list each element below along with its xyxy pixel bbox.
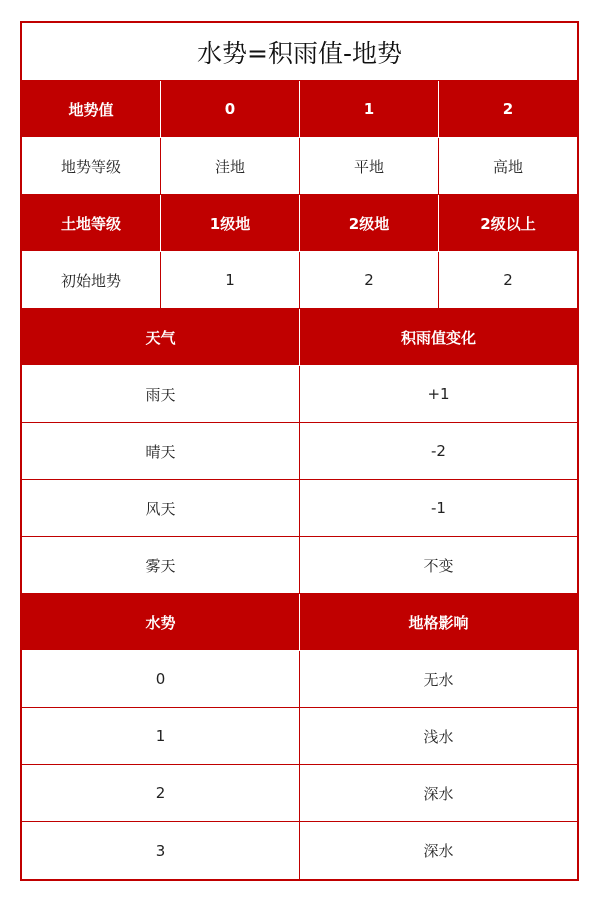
rain-change-cell: +1 bbox=[427, 385, 450, 403]
tile-effect-cell: 深水 bbox=[423, 842, 454, 860]
initial-terrain-1: 1 bbox=[161, 252, 300, 308]
terrain-grade-flat: 平地 bbox=[300, 138, 439, 194]
rain-change-cell: -2 bbox=[431, 442, 446, 460]
table-row bbox=[22, 537, 577, 594]
terrain-grade-row bbox=[22, 138, 577, 195]
terrain-value-2: 2 bbox=[502, 100, 514, 118]
weather-cell: 雾天 bbox=[22, 537, 300, 593]
table-row bbox=[22, 822, 577, 879]
weather-header: 天气 bbox=[22, 309, 300, 365]
initial-terrain-label: 初始地势 bbox=[22, 252, 161, 308]
land-grade-1: 1级地 bbox=[161, 195, 300, 251]
table-row bbox=[22, 708, 577, 765]
land-grade-2-plus: 2级以上 bbox=[480, 214, 536, 233]
land-grade-header-row bbox=[22, 195, 577, 252]
rain-change-header: 积雨值变化 bbox=[400, 328, 476, 347]
page-title: 水势=积雨值-地势 bbox=[22, 23, 577, 81]
water-level-cell: 0 bbox=[22, 651, 300, 707]
table-row bbox=[22, 765, 577, 822]
tile-effect-cell: 浅水 bbox=[423, 727, 454, 746]
weather-cell: 雨天 bbox=[22, 366, 300, 422]
terrain-value-1: 1 bbox=[300, 81, 439, 137]
water-level-header: 水势 bbox=[22, 594, 300, 650]
tile-effect-header: 地格影响 bbox=[408, 613, 469, 632]
rain-change-cell: -1 bbox=[431, 499, 446, 517]
initial-terrain-3: 2 bbox=[503, 271, 513, 289]
weather-cell: 风天 bbox=[22, 480, 300, 536]
initial-terrain-2: 2 bbox=[300, 252, 439, 308]
terrain-grade-low: 洼地 bbox=[161, 138, 300, 194]
weather-header-row bbox=[22, 309, 577, 366]
water-header-row bbox=[22, 594, 577, 651]
initial-terrain-row bbox=[22, 252, 577, 309]
table-row bbox=[22, 423, 577, 480]
terrain-value-0: 0 bbox=[161, 81, 300, 137]
table-row bbox=[22, 651, 577, 708]
terrain-value-row bbox=[22, 81, 577, 138]
water-level-cell: 2 bbox=[22, 765, 300, 821]
land-grade-2: 2级地 bbox=[300, 195, 439, 251]
terrain-grade-high: 高地 bbox=[492, 157, 523, 176]
tile-effect-cell: 无水 bbox=[423, 670, 454, 689]
terrain-grade-label: 地势等级 bbox=[22, 138, 161, 194]
tile-effect-cell: 深水 bbox=[423, 784, 454, 803]
table-row bbox=[22, 366, 577, 423]
table-row bbox=[22, 480, 577, 537]
land-grade-label: 土地等级 bbox=[22, 195, 161, 251]
water-level-cell: 1 bbox=[22, 708, 300, 764]
weather-cell: 晴天 bbox=[22, 423, 300, 479]
water-level-cell: 3 bbox=[22, 822, 300, 879]
rules-card bbox=[20, 21, 579, 881]
rain-change-cell: 不变 bbox=[423, 556, 454, 575]
terrain-value-label: 地势值 bbox=[22, 81, 161, 137]
